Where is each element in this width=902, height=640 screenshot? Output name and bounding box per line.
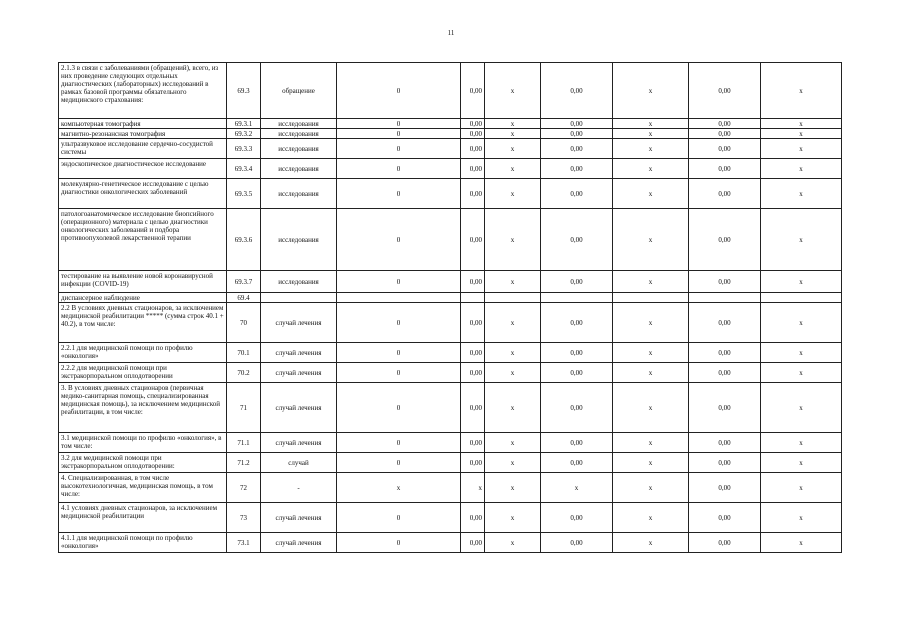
cell-value: 0,00 [461, 433, 485, 453]
row-code: 69.3 [227, 63, 261, 119]
cell-value: х [485, 383, 541, 433]
cell-value: 0,00 [689, 303, 761, 343]
table-body [59, 63, 842, 553]
row-code: 69.3.3 [227, 139, 261, 159]
cell-value: х [461, 473, 485, 503]
cell-value: 0,00 [541, 271, 613, 293]
cell-value: 0,00 [461, 139, 485, 159]
cell-value: х [485, 473, 541, 503]
cell-value: х [761, 343, 842, 363]
cell-value: х [613, 159, 689, 179]
row-code: 70 [227, 303, 261, 343]
cell-value: х [613, 129, 689, 139]
cell-value: х [613, 503, 689, 533]
cell-value: х [761, 209, 842, 271]
table-row [59, 383, 842, 433]
cell-value: 0 [337, 209, 461, 271]
cell-value: х [485, 119, 541, 129]
row-code: 70.2 [227, 363, 261, 383]
cell-value: х [613, 453, 689, 473]
row-unit: исследования [261, 209, 337, 271]
cell-value: 0,00 [461, 363, 485, 383]
cell-value: 0,00 [461, 303, 485, 343]
cell-value: х [761, 271, 842, 293]
row-description: 3. В условиях дневных стационаров (первичная медико-санитарная помощь, специализированная медицинская помощь), за исключением медицинской реабилитации, в том числе: [59, 383, 227, 433]
table-row [59, 63, 842, 119]
row-unit: обращение [261, 63, 337, 119]
cell-value: 0,00 [689, 363, 761, 383]
cell-value: 0,00 [541, 139, 613, 159]
cell-value [485, 293, 541, 303]
cell-value: 0,00 [461, 271, 485, 293]
table-row [59, 159, 842, 179]
row-description: диспансерное наблюдение [59, 293, 227, 303]
cell-value: 0 [337, 159, 461, 179]
cell-value: 0,00 [689, 209, 761, 271]
row-code: 73.1 [227, 533, 261, 553]
cell-value: 0 [337, 503, 461, 533]
cell-value: 0,00 [461, 179, 485, 209]
row-unit [261, 293, 337, 303]
cell-value: 0 [337, 433, 461, 453]
cell-value: 0,00 [541, 533, 613, 553]
cell-value: х [485, 63, 541, 119]
row-unit: исследования [261, 159, 337, 179]
cell-value: х [613, 179, 689, 209]
cell-value: 0 [337, 179, 461, 209]
row-code: 69.3.1 [227, 119, 261, 129]
row-unit: исследования [261, 129, 337, 139]
table-row [59, 473, 842, 503]
cell-value: х [485, 271, 541, 293]
row-description: магнитно-резонансная томография [59, 129, 227, 139]
cell-value: 0,00 [689, 503, 761, 533]
cell-value: 0,00 [689, 271, 761, 293]
row-code: 69.4 [227, 293, 261, 303]
row-description: 4.1.1 для медицинской помощи по профилю «онкология» [59, 533, 227, 553]
row-code: 69.3.7 [227, 271, 261, 293]
row-description: 2.1.3 в связи с заболеваниями (обращений), всего, из них проведение следующих отдельных диагностических (лабораторных) исследований в рамках базовой программы обязательного медицинского страхования: [59, 63, 227, 119]
cell-value [461, 293, 485, 303]
row-unit: случай лечения [261, 433, 337, 453]
table-row [59, 129, 842, 139]
cell-value: 0 [337, 129, 461, 139]
cell-value: 0,00 [461, 533, 485, 553]
cell-value: 0,00 [461, 63, 485, 119]
row-unit: случай лечения [261, 503, 337, 533]
cell-value: 0,00 [689, 383, 761, 433]
cell-value: 0,00 [689, 139, 761, 159]
row-description: компьютерная томография [59, 119, 227, 129]
row-code: 69.3.6 [227, 209, 261, 271]
cell-value: 0,00 [461, 383, 485, 433]
row-code: 69.3.4 [227, 159, 261, 179]
cell-value: 0,00 [689, 433, 761, 453]
cell-value: х [761, 139, 842, 159]
page-number: 11 [447, 29, 455, 37]
row-unit: случай лечения [261, 363, 337, 383]
cell-value: 0 [337, 139, 461, 159]
row-code: 70.1 [227, 343, 261, 363]
row-description: 4. Специализированная, в том числе высокотехнологичная, медицинская помощь, в том числе: [59, 473, 227, 503]
cell-value: х [761, 63, 842, 119]
cell-value: х [485, 129, 541, 139]
data-table [58, 62, 842, 553]
row-code: 71.2 [227, 453, 261, 473]
cell-value: х [485, 363, 541, 383]
row-description: молекулярно-генетическое исследование с целью диагностики онкологических заболеваний [59, 179, 227, 209]
cell-value: х [761, 533, 842, 553]
cell-value: х [761, 363, 842, 383]
cell-value: х [761, 433, 842, 453]
table-row [59, 209, 842, 271]
cell-value: 0,00 [689, 179, 761, 209]
row-code: 71 [227, 383, 261, 433]
cell-value [761, 293, 842, 303]
row-description: 2.2.2 для медицинской помощи при экстракорпоральном оплодотворении [59, 363, 227, 383]
cell-value: 0,00 [541, 63, 613, 119]
table-row [59, 363, 842, 383]
cell-value: 0 [337, 363, 461, 383]
cell-value: 0,00 [689, 159, 761, 179]
cell-value: 0,00 [541, 159, 613, 179]
row-unit: - [261, 473, 337, 503]
cell-value: х [485, 139, 541, 159]
cell-value: 0,00 [461, 119, 485, 129]
cell-value: х [485, 433, 541, 453]
cell-value: 0,00 [461, 453, 485, 473]
row-code: 71.1 [227, 433, 261, 453]
cell-value: 0,00 [461, 209, 485, 271]
cell-value: х [613, 119, 689, 129]
cell-value: х [485, 159, 541, 179]
cell-value: 0,00 [689, 343, 761, 363]
row-description: 2.2.1 для медицинской помощи по профилю «онкология» [59, 343, 227, 363]
row-description: 2.2 В условиях дневных стационаров, за исключением медицинской реабилитации ***** (сумма строк 40.1 + 40.2), в том числе: [59, 303, 227, 343]
cell-value: 0,00 [689, 119, 761, 129]
cell-value: 0,00 [541, 129, 613, 139]
cell-value: 0,00 [541, 433, 613, 453]
cell-value: 0,00 [541, 503, 613, 533]
cell-value: х [613, 473, 689, 503]
cell-value: 0,00 [689, 473, 761, 503]
row-code: 69.3.5 [227, 179, 261, 209]
cell-value: х [485, 303, 541, 343]
table-row [59, 139, 842, 159]
cell-value: х [761, 303, 842, 343]
table-row [59, 453, 842, 473]
row-unit: случай лечения [261, 303, 337, 343]
row-code: 72 [227, 473, 261, 503]
table-row [59, 293, 842, 303]
table-row [59, 271, 842, 293]
cell-value: 0,00 [541, 209, 613, 271]
cell-value: 0,00 [541, 383, 613, 433]
cell-value: 0 [337, 343, 461, 363]
cell-value: х [761, 129, 842, 139]
cell-value: х [613, 139, 689, 159]
cell-value [337, 293, 461, 303]
table-row [59, 179, 842, 209]
cell-value: х [761, 159, 842, 179]
row-unit: случай [261, 453, 337, 473]
cell-value: 0,00 [689, 63, 761, 119]
cell-value: х [761, 383, 842, 433]
row-description: патологоанатомическое исследование биопсийного (операционного) материала с целью диагностики онкологических заболеваний и подбора противоопухолевой лекарственной терапии [59, 209, 227, 271]
cell-value: х [613, 303, 689, 343]
cell-value: 0 [337, 383, 461, 433]
cell-value: 0 [337, 119, 461, 129]
cell-value: х [761, 503, 842, 533]
row-description: тестирование на выявление новой коронавирусной инфекции (COVID-19) [59, 271, 227, 293]
cell-value: 0,00 [541, 119, 613, 129]
row-unit: исследования [261, 271, 337, 293]
cell-value: 0 [337, 63, 461, 119]
row-unit: случай лечения [261, 533, 337, 553]
row-description: ультразвуковое исследование сердечно-сосудистой системы [59, 139, 227, 159]
row-unit: случай лечения [261, 343, 337, 363]
cell-value: х [761, 453, 842, 473]
cell-value: 0,00 [541, 363, 613, 383]
cell-value: 0 [337, 453, 461, 473]
cell-value: х [485, 453, 541, 473]
cell-value: 0,00 [541, 453, 613, 473]
row-unit: случай лечения [261, 383, 337, 433]
cell-value: 0 [337, 303, 461, 343]
table-row [59, 533, 842, 553]
cell-value: 0,00 [541, 179, 613, 209]
cell-value [613, 293, 689, 303]
cell-value: х [613, 533, 689, 553]
table-row [59, 503, 842, 533]
row-description: 3.2 для медицинской помощи при экстракорпоральном оплодотворении: [59, 453, 227, 473]
table-row [59, 433, 842, 453]
cell-value: х [613, 383, 689, 433]
cell-value: 0,00 [461, 343, 485, 363]
cell-value: 0,00 [689, 533, 761, 553]
cell-value [689, 293, 761, 303]
cell-value: 0,00 [461, 159, 485, 179]
cell-value: х [485, 179, 541, 209]
cell-value [541, 293, 613, 303]
cell-value: х [337, 473, 461, 503]
row-description: 3.1 медицинской помощи по профилю «онкология», в том числе: [59, 433, 227, 453]
cell-value: х [761, 473, 842, 503]
cell-value: х [613, 209, 689, 271]
cell-value: 0,00 [461, 129, 485, 139]
cell-value: х [761, 119, 842, 129]
cell-value: 0,00 [461, 503, 485, 533]
cell-value: х [613, 343, 689, 363]
table-row [59, 343, 842, 363]
cell-value: 0 [337, 533, 461, 553]
cell-value: х [485, 343, 541, 363]
cell-value: 0 [337, 271, 461, 293]
cell-value: х [485, 209, 541, 271]
cell-value: х [613, 433, 689, 453]
row-description: эндоскопическое диагностическое исследование [59, 159, 227, 179]
table-row [59, 119, 842, 129]
cell-value: х [541, 473, 613, 503]
row-unit: исследования [261, 139, 337, 159]
cell-value: х [761, 179, 842, 209]
cell-value: х [613, 363, 689, 383]
cell-value: х [485, 503, 541, 533]
cell-value: х [485, 533, 541, 553]
cell-value: х [613, 271, 689, 293]
row-unit: исследования [261, 119, 337, 129]
row-unit: исследования [261, 179, 337, 209]
cell-value: 0,00 [541, 343, 613, 363]
cell-value: 0,00 [541, 303, 613, 343]
table-row [59, 303, 842, 343]
cell-value: 0,00 [689, 129, 761, 139]
cell-value: 0,00 [689, 453, 761, 473]
cell-value: х [613, 63, 689, 119]
row-code: 69.3.2 [227, 129, 261, 139]
row-code: 73 [227, 503, 261, 533]
row-description: 4.1 условиях дневных стационаров, за исключением медицинской реабилитации [59, 503, 227, 533]
